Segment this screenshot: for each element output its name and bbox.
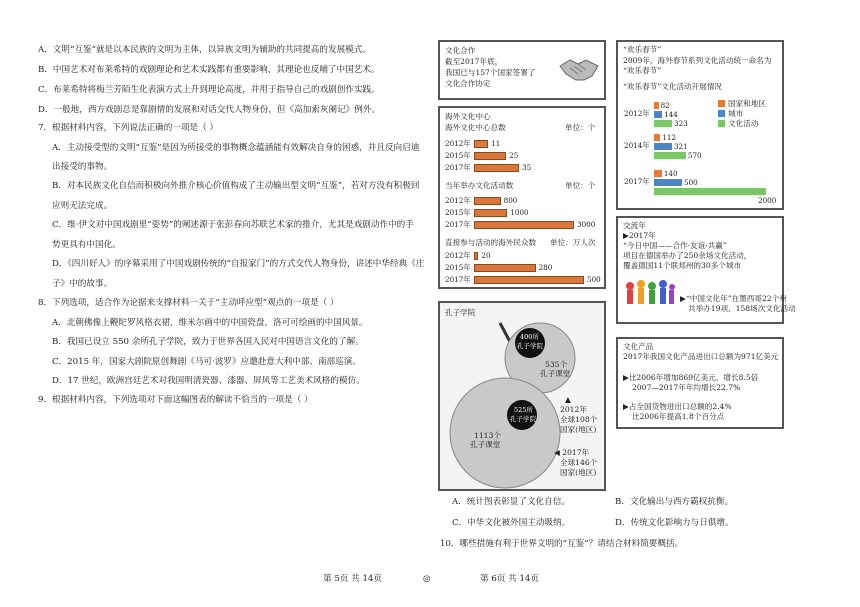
legend-label: 国家和地区 [728, 99, 766, 108]
bar-value-label: 140 [663, 169, 678, 178]
bar-value-label: 323 [674, 119, 688, 128]
panel-text: 2017年我国文化产品进出口总额为971亿美元 [623, 352, 779, 361]
q8-option-c: C．2015 年，国家大剧院原创舞剧《马可·波罗》应邀赴意大利中部、南部巡演。 [52, 357, 361, 367]
panel-text: ▶比2006年增加869亿美元，增长8.5倍 [623, 373, 759, 382]
q7-line: D．《四川好人》的序幕采用了中国戏剧传统的“自报家门”的方式交代人物身份，讲述中华经典《庄 [52, 259, 425, 269]
bar-activity [654, 120, 672, 127]
bar-activity [654, 152, 686, 159]
group-year-label: 2012年 [624, 109, 650, 118]
overseas-culture-center-panel [438, 106, 606, 289]
bar [474, 264, 536, 272]
spring-festival-panel [616, 40, 784, 210]
bar [474, 152, 506, 160]
panel-text: 覆盖德国11个联邦州的30多个城市 [623, 261, 742, 270]
schools-2012: 400所 [520, 333, 539, 341]
q7-line: 应则无法完成。 [52, 201, 113, 211]
group-year-label: 2014年 [624, 141, 650, 150]
bar-value-label: 35 [522, 163, 532, 172]
bar-value-label: 25 [509, 151, 519, 160]
legend-label: 文化活动 [728, 119, 759, 128]
classes-2017-label: 孔子课堂 [470, 440, 501, 449]
handshake-icon [558, 54, 600, 84]
q9-option-c: C．中华文化被外国主动吸纳。 [452, 518, 571, 528]
bar-value-label: 112 [662, 133, 676, 142]
legend-swatch [718, 110, 725, 117]
bar [474, 221, 574, 229]
panel-text: 共举办19项、158场次文化活动 [688, 304, 796, 313]
q10-stem: 10．哪些措施有利于世界文明的“互鉴”？请结合材料简要概括。 [440, 539, 684, 549]
bar-value-label: 1000 [510, 208, 529, 217]
q6-option-d: D．一般地，西方戏剧总是靠剧情的发展和对话交代人物身份，但《高加索灰阑记》例外。 [38, 105, 381, 115]
schools-2017: 525所 [514, 406, 533, 414]
bar [474, 140, 488, 148]
bar-city [654, 179, 682, 186]
unit-label: 单位：个 [565, 181, 596, 190]
bar [474, 252, 478, 260]
panel-text: 比2006年提高1.8个百分点 [632, 412, 725, 421]
bar-value-label: 321 [673, 142, 688, 151]
bar-year-label: 2015年 [445, 151, 471, 160]
bar-value-label: 82 [660, 101, 670, 110]
q8-option-a: A．北朝佛像上鞭陀罗风格衣裙，维米尔画中的中国瓷盘，洛可可绘画的中国风景。 [52, 318, 368, 328]
panel-subtitle: “欢乐春节”文化活动开展情况 [623, 82, 722, 91]
panel-text: “今日中国——合作·友谊·共赢” [623, 241, 727, 250]
bar-value-label: 800 [503, 196, 518, 205]
bar-value-label: 11 [491, 139, 501, 148]
panel-text: “欢乐春节” [623, 66, 662, 75]
bar-year-label: 2012年 [445, 139, 471, 148]
exchange-year-panel [616, 216, 796, 324]
panel-text: ▶2017年 [623, 231, 656, 240]
panel-text: 2009年，海外春节系列文化活动统一命名为 [623, 56, 772, 65]
note-2012: 全球108个 [560, 415, 598, 424]
note-2017: 国家(地区) [560, 468, 597, 477]
bar-city [654, 143, 672, 150]
crowd-icon [622, 276, 676, 310]
bar-value-label: 500 [587, 275, 601, 284]
bar-year-label: 2017年 [445, 163, 471, 172]
panel-text: ▶“中国文化年”在墨西哥22个州 [680, 294, 787, 303]
section-title: 当年举办文化活动数 [445, 181, 514, 190]
page-number-left: 第 5页 共 14页 [323, 574, 382, 584]
binding-mark: ◎ [423, 574, 431, 584]
panel-text: 我国已与157个国家签署了 [445, 68, 536, 77]
bar-year-label: 2015年 [445, 208, 471, 217]
bar [474, 209, 507, 217]
note-2012: ▲ [565, 395, 571, 404]
bar-year-label: 2012年 [445, 196, 471, 205]
bar-value-label: 144 [664, 110, 678, 119]
panel-title: 孔子学院 [445, 308, 476, 317]
bar-value-label: 500 [684, 178, 698, 187]
note-2017: ◀ 2017年 [554, 448, 590, 457]
q9-option-b: B．文化输出与西方霸权抗衡。 [615, 497, 734, 507]
q8-option-b: B．我国已设立 550 余所孔子学院，致力于世界各国人民对中国语言文化的了解。 [52, 337, 364, 347]
panel-text: 项目在德国举办了250余场文化活动， [623, 251, 752, 260]
q7-line: 子》中的故事。 [52, 279, 113, 289]
q9-option-a: A．统计图表彰显了文化自信。 [452, 497, 570, 507]
bar-value-label: 20 [481, 251, 491, 260]
schools-2017-label: 孔子学院 [510, 415, 536, 423]
section-title: 直接参与活动的海外民众数 [445, 238, 537, 247]
unit-label: 单位：个 [565, 123, 596, 132]
classes-2012-label: 孔子课堂 [540, 369, 571, 378]
panel-title: 交流年 [623, 221, 646, 230]
legend-label: 城市 [728, 109, 744, 118]
bar-value-label: 2000 [758, 196, 777, 205]
q6-option-a: A．文明“互鉴”就是以本民族的文明为主体，以异族文明为辅助的共同提高的发展模式。 [38, 45, 371, 55]
bar [474, 197, 501, 205]
bar-year-label: 2017年 [445, 220, 471, 229]
bar-value-label: 3000 [577, 220, 596, 229]
bar [474, 164, 519, 172]
q9-stem: 9．根据材料内容，下列选项对下面这幅图表的解读不恰当的一项是（ ） [38, 395, 313, 405]
cultural-products-panel [616, 337, 784, 429]
legend-swatch [718, 120, 725, 127]
bar-year-label: 2012年 [445, 251, 471, 260]
q7-line: 出接受的事物。 [52, 162, 113, 172]
bar-city [654, 111, 662, 118]
schools-2012-label: 孔子学院 [517, 342, 543, 350]
bar-activity [654, 188, 766, 195]
bar-value-label: 570 [687, 151, 702, 160]
panel-title: 文化产品 [623, 342, 654, 351]
panel-text: 2007—2017年年均增长22.7% [632, 383, 741, 392]
panel-text: 文化合作协定 [445, 79, 491, 88]
bar-year-label: 2017年 [445, 275, 471, 284]
q7-line: B．对本民族文化自信而积极向外推介核心价值构成了主动输出型文明“互鉴”，若对方没有积极回 [52, 181, 420, 191]
legend-swatch [718, 100, 725, 107]
classes-2017: 1113个 [474, 431, 501, 440]
section-title: 海外文化中心总数 [445, 123, 506, 132]
note-2012: 国家(地区) [560, 425, 597, 434]
bar-country [654, 102, 659, 109]
q8-stem: 8．下列选项，适合作为论据来支撑材料一关于“主动呼应型”观点的一项是（ ） [38, 298, 339, 308]
bar-year-label: 2015年 [445, 263, 471, 272]
culture-cooperation-panel [438, 40, 606, 100]
panel-title: 文化合作 [445, 46, 476, 55]
bar-country [654, 170, 662, 177]
q7-line: C．维·伊文对中国戏剧里“姿势”的阐述源于张彭春向苏联艺术家的推介，尤其是戏剧动作中的手 [52, 220, 414, 230]
q9-option-d: D．传统文化影响力与日俱增。 [615, 518, 734, 528]
q8-option-d: D．17 世纪，欧洲宫廷艺术对我国明清瓷器、漆器、屏风等工艺美术风格的模仿。 [52, 376, 365, 386]
q6-option-c: C．布莱希特将梅兰芳陌生化表演方式上升到理论高度，并用于指导自己的戏剧创作实践。 [38, 85, 380, 95]
unit-label: 单位：万人次 [550, 238, 596, 247]
panel-text: ▶占全国货物进出口总额的2.4% [623, 402, 732, 411]
classes-2012: 535个 [545, 360, 568, 369]
page-number-right: 第 6页 共 14页 [480, 574, 539, 584]
q7-stem: 7．根据材料内容，下列说法正确的一项是（ ） [38, 123, 219, 133]
q7-line: 势更具有中国化。 [52, 240, 121, 250]
note-2017: 全球146个 [560, 458, 598, 467]
panel-title: 海外文化中心 [445, 112, 491, 121]
bar [474, 276, 584, 284]
panel-text: 截至2017年底， [445, 57, 503, 66]
q7-line: A．主动接受型的文明“互鉴”是因为所接受的事物概念蕴涵能有效解决自身的困惑，并且反向启迪 [52, 143, 420, 153]
q6-option-b: B．中国艺术对布莱希特的戏剧理论和艺术实践都有重要影响，其理论也反哺了中国艺术。 [38, 65, 380, 75]
panel-title: “欢乐春节” [623, 45, 662, 54]
bar-value-label: 280 [538, 263, 553, 272]
confucius-institute-panel [438, 301, 606, 491]
group-year-label: 2017年 [624, 177, 650, 186]
bar-country [654, 134, 660, 141]
note-2012: 2012年 [560, 405, 587, 414]
